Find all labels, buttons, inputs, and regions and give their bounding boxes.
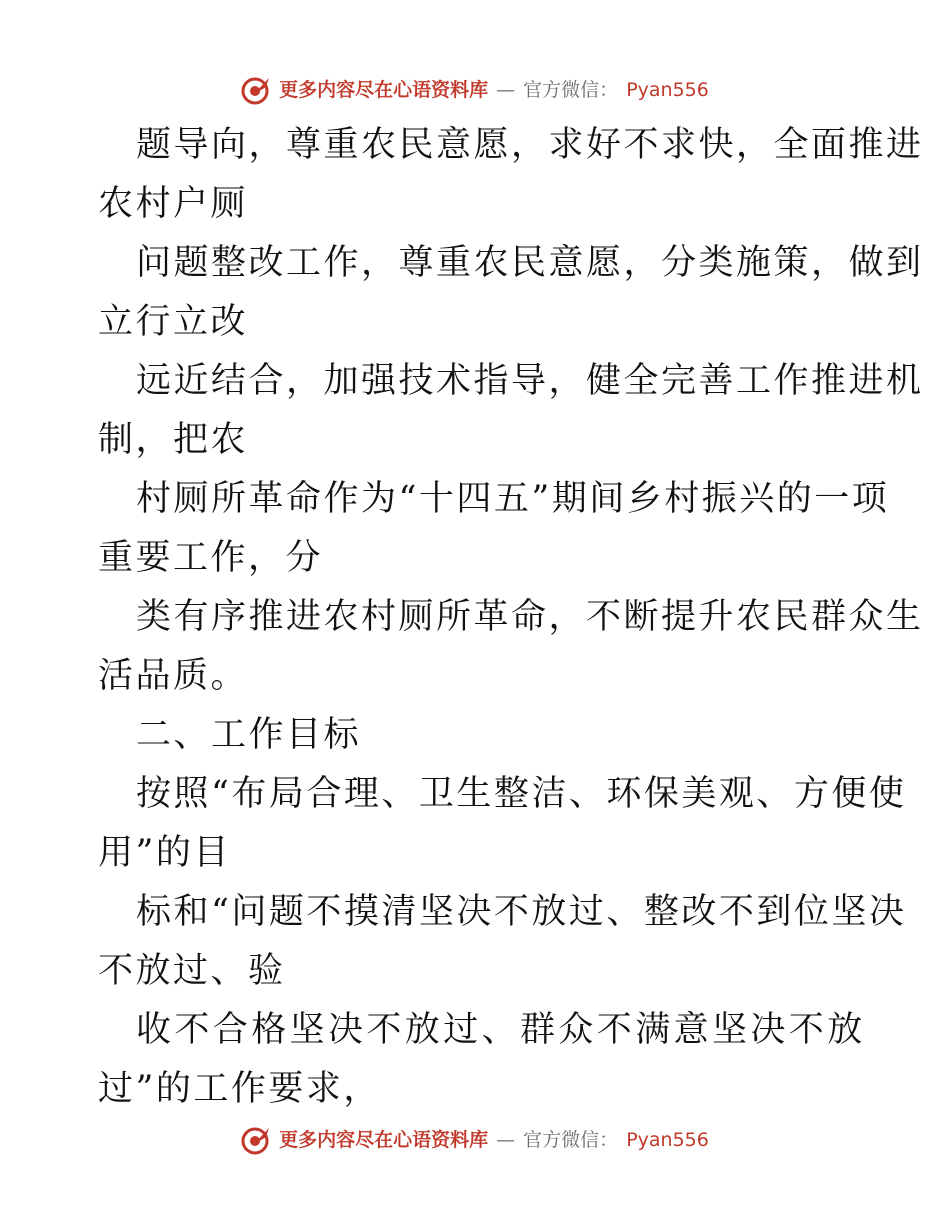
header-brand-text: 更多内容尽在心语资料库 bbox=[279, 78, 489, 101]
header-wechat-id: Pyan556 bbox=[626, 78, 709, 101]
footer-brand-text: 更多内容尽在心语资料库 bbox=[279, 1128, 489, 1151]
body-line: 题导向，尊重农民意愿，求好不求快，全面推进 bbox=[136, 125, 924, 165]
quill-logo-icon bbox=[241, 75, 271, 105]
body-line: 按照“布局合理、卫生整洁、环保美观、方便使 bbox=[136, 774, 907, 814]
header-banner bbox=[0, 70, 950, 110]
body-line: 标和“问题不摸清坚决不放过、整改不到位坚决 bbox=[136, 892, 907, 932]
body-line: 活品质。 bbox=[98, 656, 249, 696]
quill-logo-icon bbox=[241, 1125, 271, 1155]
body-line: 村厕所革命作为“十四五”期间乡村振兴的一项 bbox=[136, 479, 890, 519]
body-line: 类有序推进农村厕所革命，不断提升农民群众生 bbox=[136, 597, 924, 637]
body-line: 收不合格坚决不放过、群众不满意坚决不放 bbox=[136, 1010, 866, 1050]
footer-banner bbox=[0, 1120, 950, 1160]
body-line: 不放过、验 bbox=[98, 951, 286, 991]
body-line: 用”的目 bbox=[98, 833, 231, 873]
section-heading: 二、工作目标 bbox=[136, 715, 362, 755]
body-line: 问题整改工作，尊重农民意愿，分类施策，做到 bbox=[136, 243, 924, 283]
body-line: 立行立改 bbox=[98, 302, 249, 342]
footer-wechat-id: Pyan556 bbox=[626, 1128, 709, 1151]
body-line: 制，把农 bbox=[98, 420, 249, 460]
body-line: 远近结合，加强技术指导，健全完善工作推进机 bbox=[136, 361, 924, 401]
body-line: 过”的工作要求， bbox=[98, 1069, 381, 1109]
document-body bbox=[98, 116, 924, 1119]
footer-wechat-label: 官方微信： bbox=[523, 1128, 619, 1151]
header-wechat-label: 官方微信： bbox=[523, 78, 619, 101]
header-separator: — bbox=[496, 78, 516, 101]
body-line: 重要工作，分 bbox=[98, 538, 324, 578]
footer-separator: — bbox=[496, 1128, 516, 1151]
body-line: 农村户厕 bbox=[98, 184, 249, 224]
